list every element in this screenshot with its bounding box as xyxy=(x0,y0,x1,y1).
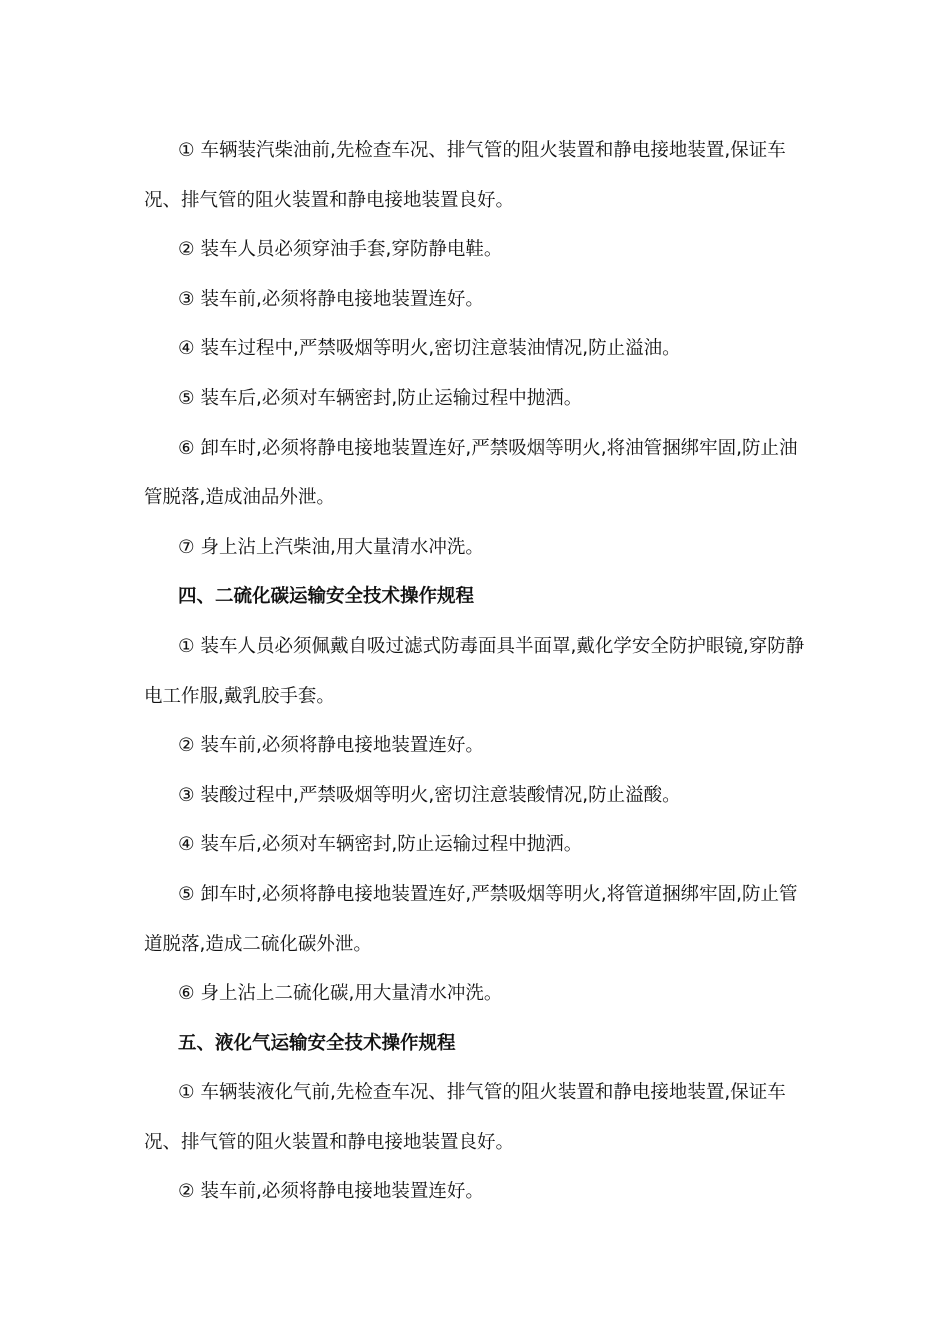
paragraph-item-1: ① 车辆装汽柴油前,先检查车况、排气管的阻火装置和静电接地装置,保证车况、排气管的阻火装置和静电接地装置良好。 xyxy=(144,140,786,211)
paragraph-item-6: ⑥ 卸车时,必须将静电接地装置连好,严禁吸烟等明火,将油管捆绑牢固,防止油管脱落,造成油品外泄。 xyxy=(144,437,798,509)
paragraph-item-13: ⑥ 身上沾上二硫化碳,用大量清水冲洗。 xyxy=(178,983,503,1005)
paragraph-item-7: ⑦ 身上沾上汽柴油,用大量清水冲洗。 xyxy=(178,536,484,558)
section-heading-4: 四、二硫化碳运输安全技术操作规程 xyxy=(178,586,475,608)
section-heading-5: 五、液化气运输安全技术操作规程 xyxy=(178,1032,456,1054)
paragraph-item-8: ① 装车人员必须佩戴自吸过滤式防毒面具半面罩,戴化学安全防护眼镜,穿防静电工作服,戴乳胶手套。 xyxy=(144,635,805,707)
paragraph-item-9: ② 装车前,必须将静电接地装置连好。 xyxy=(178,735,484,757)
paragraph-item-15: ② 装车前,必须将静电接地装置连好。 xyxy=(178,1181,484,1203)
paragraph-item-14: ① 车辆装液化气前,先检查车况、排气管的阻火装置和静电接地装置,保证车况、排气管的阻火装置和静电接地装置良好。 xyxy=(144,1082,786,1153)
paragraph-item-2: ② 装车人员必须穿油手套,穿防静电鞋。 xyxy=(178,239,503,261)
paragraph-item-4: ④ 装车过程中,严禁吸烟等明火,密切注意装油情况,防止溢油。 xyxy=(178,338,681,360)
paragraph-item-11: ④ 装车后,必须对车辆密封,防止运输过程中抛洒。 xyxy=(178,834,583,856)
document-body xyxy=(144,126,806,1217)
paragraph-item-5: ⑤ 装车后,必须对车辆密封,防止运输过程中抛洒。 xyxy=(178,387,583,409)
paragraph-item-3: ③ 装车前,必须将静电接地装置连好。 xyxy=(178,288,484,310)
paragraph-item-10: ③ 装酸过程中,严禁吸烟等明火,密切注意装酸情况,防止溢酸。 xyxy=(178,784,681,806)
paragraph-item-12: ⑤ 卸车时,必须将静电接地装置连好,严禁吸烟等明火,将管道捆绑牢固,防止管道脱落,造成二硫化碳外泄。 xyxy=(144,883,798,955)
